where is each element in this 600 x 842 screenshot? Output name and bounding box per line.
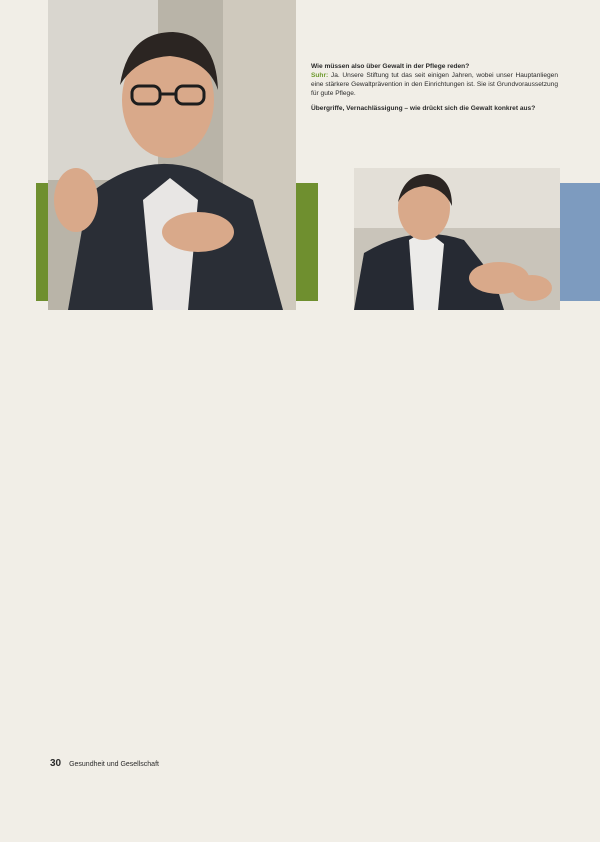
blue-accent-bar xyxy=(560,183,600,301)
section-name: Gesundheit und Gesellschaft xyxy=(69,761,159,768)
interview-photo-left xyxy=(48,0,296,310)
speaker-label: Suhr: xyxy=(311,71,329,79)
page-footer xyxy=(50,757,570,771)
answer-text: Ja. Unsere Stiftung tut das seit einigen Jahren, wobei unser Hauptanliegen eine stärkere Gewaltprävention in den Einrichtungen ist. Sie ist Grundvoraussetzung für gute Pflege. xyxy=(311,71,558,97)
page-number: 30 xyxy=(50,758,62,769)
question-heading: Wie müssen also über Gewalt in der Pflege reden? xyxy=(311,63,470,70)
green-accent-bar-right xyxy=(296,183,318,301)
question-heading: Übergriffe, Vernachlässigung – wie drückt sich die Gewalt konkret aus? xyxy=(311,104,536,112)
interview-photo-right xyxy=(354,168,560,310)
top-right-column xyxy=(311,63,558,120)
